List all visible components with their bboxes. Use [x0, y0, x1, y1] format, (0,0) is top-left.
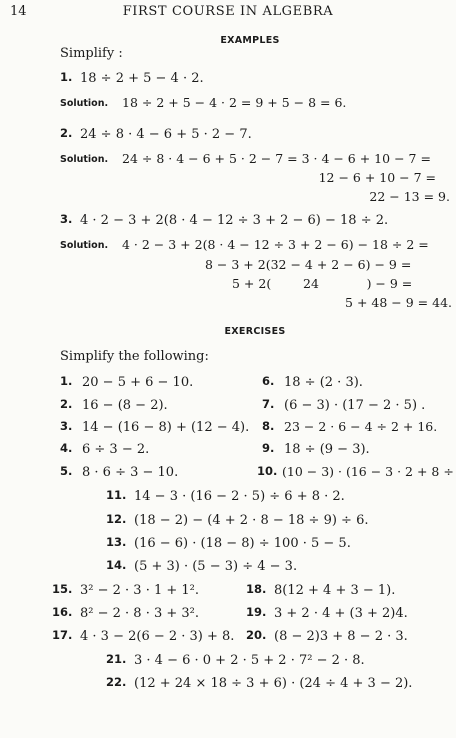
exercise-number: 8.	[262, 419, 275, 433]
exercise-number: 9.	[262, 441, 275, 455]
solution-line: 24 ÷ 8 · 4 − 6 + 5 · 2 − 7 = 3 · 4 − 6 + 10 − 7 =	[122, 151, 431, 166]
exercise-text: (6 − 3) · (17 − 2 · 5) .	[284, 398, 426, 413]
exercise-number: 17.	[52, 628, 73, 642]
exercise-text: 18 ÷ (9 − 3).	[284, 442, 370, 457]
exercise-text: 18 ÷ (2 · 3).	[284, 375, 363, 390]
page-number: 14	[10, 4, 27, 19]
exercise-number: 13.	[106, 535, 127, 549]
exercise-number: 15.	[52, 582, 73, 596]
exercise-number: 14.	[106, 558, 127, 572]
exercise-text: 20 − 5 + 6 − 10.	[82, 375, 194, 390]
exercise-number: 12.	[106, 512, 127, 526]
exercise-text: 16 − (8 − 2).	[82, 398, 168, 413]
exercise-text: 3 + 2 · 4 + (3 + 2)4.	[274, 606, 408, 621]
exercise-number: 11.	[106, 488, 127, 502]
example-problem: 4 · 2 − 3 + 2(8 · 4 − 12 ÷ 3 + 2 − 6) − 18 ÷ 2.	[80, 213, 389, 228]
exercise-number: 6.	[262, 374, 275, 388]
exercise-number: 5.	[60, 464, 73, 478]
exercise-number: 2.	[60, 397, 73, 411]
exercise-text: 8(12 + 4 + 3 − 1).	[274, 583, 396, 598]
example-number: 1.	[60, 70, 73, 84]
exercise-text: (16 − 6) · (18 − 8) ÷ 100 · 5 − 5.	[134, 536, 351, 551]
solution-line: 18 ÷ 2 + 5 − 4 · 2 = 9 + 5 − 8 = 6.	[122, 95, 347, 110]
example-number: 3.	[60, 212, 73, 226]
solution-label: Solution.	[60, 240, 109, 251]
exercises-heading: EXERCISES	[224, 326, 286, 337]
solution-line: 4 · 2 − 3 + 2(8 · 4 − 12 ÷ 3 + 2 − 6) − 18 ÷ 2 =	[122, 237, 429, 252]
running-title: FIRST COURSE IN ALGEBRA	[122, 4, 334, 19]
example-problem: 18 ÷ 2 + 5 − 4 · 2.	[80, 71, 204, 86]
exercise-number: 10.	[257, 464, 278, 478]
solution-line: 8 − 3 + 2(32 − 4 + 2 − 6) − 9 =	[205, 257, 412, 272]
exercises-intro: Simplify the following:	[60, 349, 209, 364]
examples-intro: Simplify :	[60, 46, 123, 61]
exercise-number: 20.	[246, 628, 267, 642]
examples-heading: EXAMPLES	[220, 35, 280, 46]
solution-line: 12 − 6 + 10 − 7 =	[318, 170, 436, 185]
solution-line: 5 + 48 − 9 = 44.	[345, 295, 452, 310]
exercise-text: 3 · 4 − 6 · 0 + 2 · 5 + 2 · 7² − 2 · 8.	[134, 653, 365, 668]
exercise-text: 4 · 3 − 2(6 − 2 · 3) + 8.	[80, 629, 235, 644]
exercise-text: 14 − 3 · (16 − 2 · 5) ÷ 6 + 8 · 2.	[134, 489, 345, 504]
exercise-text: 3² − 2 · 3 · 1 + 1².	[80, 583, 200, 598]
exercise-number: 21.	[106, 652, 127, 666]
example-number: 2.	[60, 126, 73, 140]
exercise-number: 16.	[52, 605, 73, 619]
exercise-text: (12 + 24 × 18 ÷ 3 + 6) · (24 ÷ 4 + 3 − 2).	[134, 676, 413, 691]
exercise-number: 3.	[60, 419, 73, 433]
exercise-text: (8 − 2)3 + 8 − 2 · 3.	[274, 629, 408, 644]
example-problem: 24 ÷ 8 · 4 − 6 + 5 · 2 − 7.	[80, 127, 252, 142]
solution-label: Solution.	[60, 154, 109, 165]
exercise-text: (5 + 3) · (5 − 3) ÷ 4 − 3.	[134, 559, 298, 574]
exercise-text: 14 − (16 − 8) + (12 − 4).	[82, 420, 250, 435]
exercise-text: 8² − 2 · 8 · 3 + 3².	[80, 606, 200, 621]
exercise-text: (10 − 3) · (16 − 3 · 2 + 8 ÷	[282, 464, 454, 479]
exercise-number: 7.	[262, 397, 275, 411]
exercise-text: 8 · 6 ÷ 3 − 10.	[82, 465, 179, 480]
exercise-number: 1.	[60, 374, 73, 388]
solution-line: 22 − 13 = 9.	[369, 189, 450, 204]
exercise-text: 23 − 2 · 6 − 4 ÷ 2 + 16.	[284, 419, 438, 434]
exercise-number: 22.	[106, 675, 127, 689]
solution-label: Solution.	[60, 98, 109, 109]
exercise-number: 4.	[60, 441, 73, 455]
exercise-text: 6 ÷ 3 − 2.	[82, 442, 150, 457]
exercise-number: 19.	[246, 605, 267, 619]
exercise-text: (18 − 2) − (4 + 2 · 8 − 18 ÷ 9) ÷ 6.	[134, 513, 369, 528]
exercise-number: 18.	[246, 582, 267, 596]
solution-line: 5 + 2( 24 ) − 9 =	[232, 276, 413, 291]
